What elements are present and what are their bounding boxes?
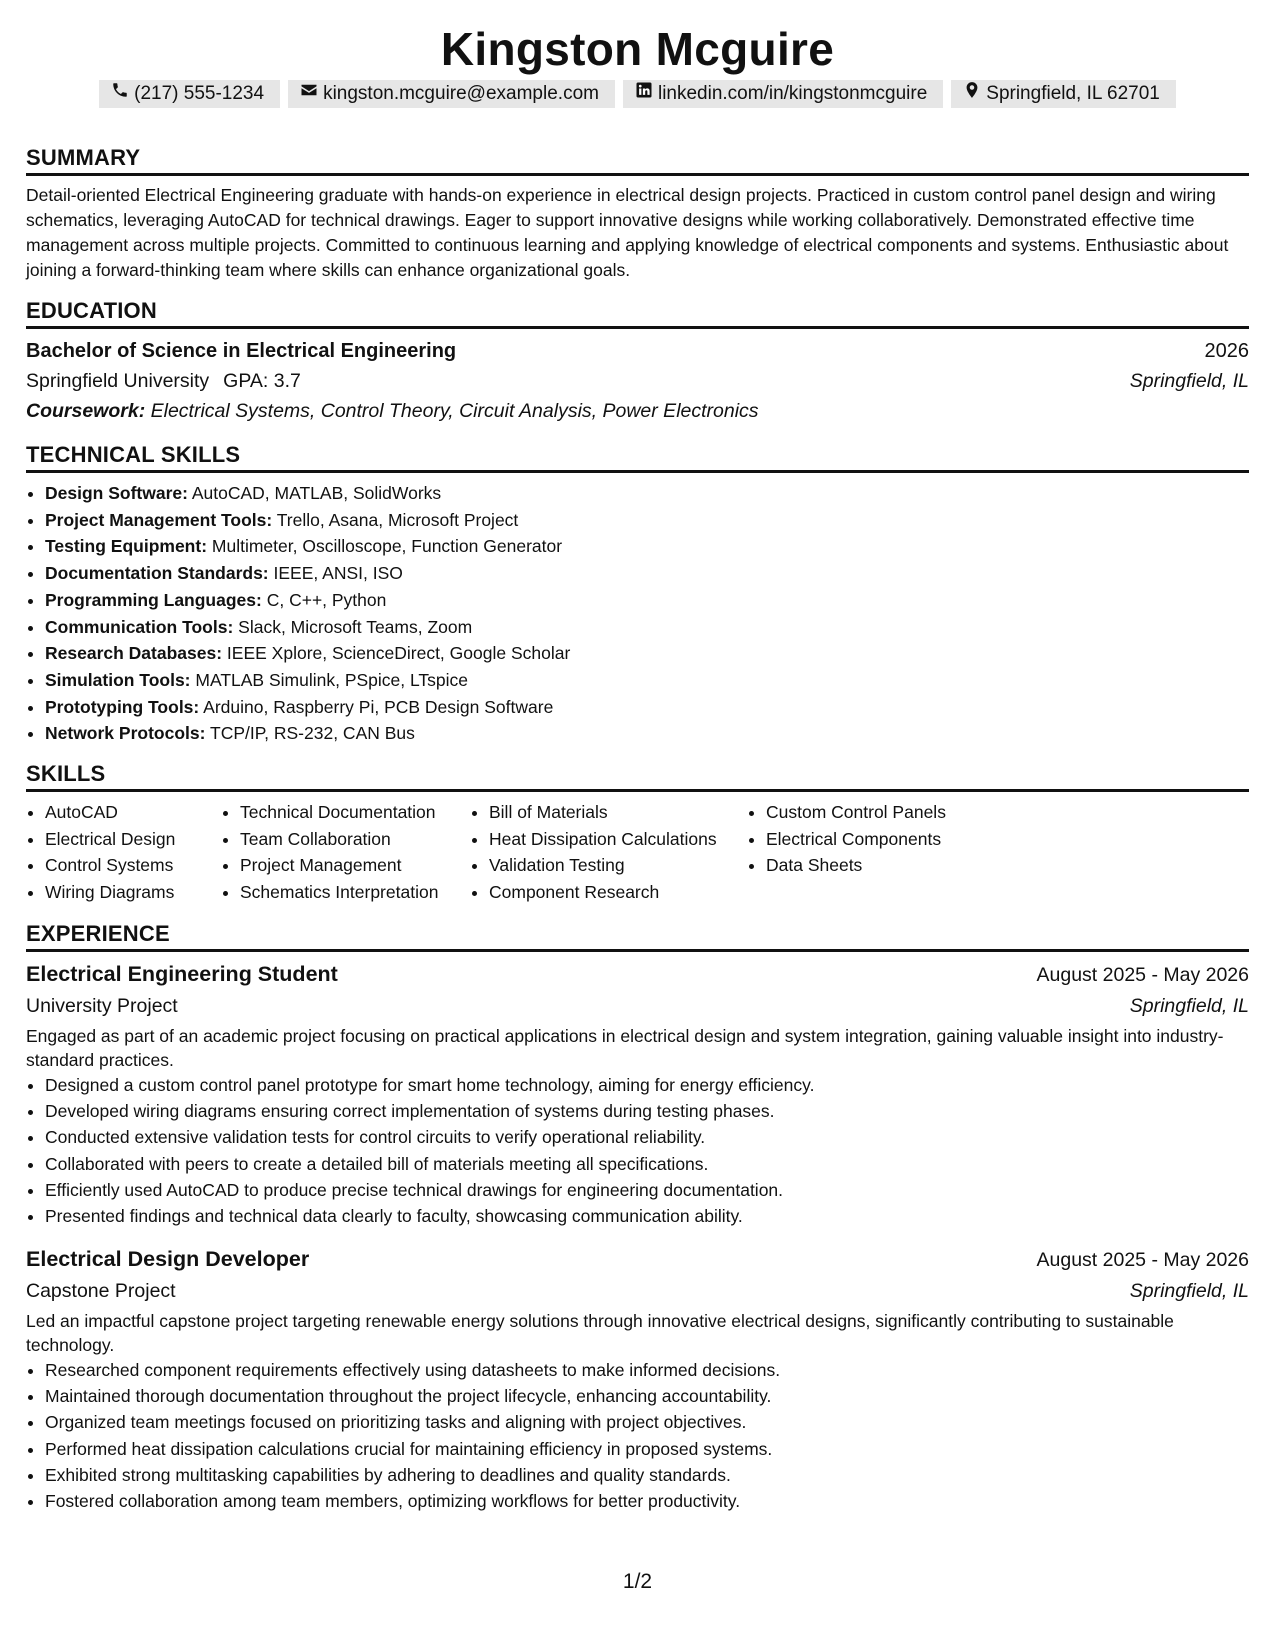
job-title-row xyxy=(26,959,1249,991)
school-info xyxy=(26,366,301,396)
list-item: • Maintained thorough documentation throughout the project lifecycle, enhancing accountability. xyxy=(45,1383,1249,1409)
skill-category-label: Prototyping Tools: xyxy=(45,696,200,717)
skills-grid xyxy=(26,799,1249,906)
list-item: • Validation Testing xyxy=(489,852,747,879)
job-organization: University Project xyxy=(26,994,178,1017)
list-item xyxy=(45,667,1249,694)
list-item: • AutoCAD xyxy=(45,799,221,826)
list-item: • Designed a custom control panel prototype for smart home technology, aiming for energy efficiency. xyxy=(45,1072,1249,1098)
job-title: Electrical Engineering Student xyxy=(26,961,338,986)
job-bullets xyxy=(26,1357,1249,1515)
list-item xyxy=(45,507,1249,534)
list-item: • Control Systems xyxy=(45,852,221,879)
contact-location xyxy=(951,80,1176,108)
job-dates: August 2025 - May 2026 xyxy=(1036,1248,1249,1271)
skill-category-label: Simulation Tools: xyxy=(45,669,191,690)
linkedin-text: linkedin.com/in/kingstonmcguire xyxy=(657,83,928,104)
list-item xyxy=(45,533,1249,560)
job-description: Engaged as part of an academic project focusing on practical applications in electrical design and system integration, gaining valuable insight into industry-standard practices. xyxy=(26,1025,1224,1070)
list-item: • Fostered collaboration among team members, optimizing workflows for better productivity. xyxy=(45,1488,1249,1514)
list-item: • Developed wiring diagrams ensuring correct implementation of systems during testing phases. xyxy=(45,1098,1249,1124)
coursework-label: Coursework: xyxy=(26,400,146,422)
skill-category-label: Communication Tools: xyxy=(45,616,234,637)
resume-page xyxy=(26,22,1249,1528)
list-item xyxy=(45,720,1249,747)
list-item xyxy=(45,694,1249,721)
list-item: • Efficiently used AutoCAD to produce precise technical drawings for engineering documentation. xyxy=(45,1177,1249,1203)
gpa: GPA: 3.7 xyxy=(223,370,301,392)
education-school-row xyxy=(26,366,1249,396)
coursework xyxy=(26,396,1249,427)
list-item: • Wiring Diagrams xyxy=(45,879,221,906)
graduation-year: 2026 xyxy=(1204,340,1249,362)
list-item: • Heat Dissipation Calculations xyxy=(489,826,747,853)
list-item: • Organized team meetings focused on prioritizing tasks and aligning with project objectives. xyxy=(45,1409,1249,1435)
skill-category-label: Network Protocols: xyxy=(45,723,206,744)
list-item: • Custom Control Panels xyxy=(766,799,946,826)
list-item xyxy=(45,480,1249,507)
skills-column xyxy=(221,799,470,906)
skill-category-label: Documentation Standards: xyxy=(45,563,269,584)
job-bullets xyxy=(26,1072,1249,1230)
technical-skills-list xyxy=(26,480,1249,747)
skill-category-value: IEEE, ANSI, ISO xyxy=(273,563,403,584)
skill-category-value: Arduino, Raspberry Pi, PCB Design Software xyxy=(203,696,554,717)
experience-heading: EXPERIENCE xyxy=(26,920,1249,952)
list-item: • Researched component requirements effectively using datasheets to make informed decisions. xyxy=(45,1357,1249,1383)
list-item: • Team Collaboration xyxy=(240,826,470,853)
job-location: Springfield, IL xyxy=(1129,1279,1249,1302)
envelope-icon xyxy=(300,80,318,108)
phone-icon xyxy=(111,80,129,108)
job-description: Led an impactful capstone project targeting renewable energy solutions through innovative electrical designs, significantly contributing to sustainable technology. xyxy=(26,1310,1174,1355)
contact-bar xyxy=(26,80,1249,108)
list-item xyxy=(45,640,1249,667)
list-item: • Project Management xyxy=(240,852,470,879)
school-name: Springfield University xyxy=(26,370,210,392)
skill-category-label: Design Software: xyxy=(45,483,188,503)
list-item xyxy=(45,560,1249,587)
list-item: • Bill of Materials xyxy=(489,799,747,826)
contact-linkedin[interactable] xyxy=(623,80,943,108)
location-text: Springfield, IL 62701 xyxy=(986,83,1160,104)
candidate-name: Kingston Mcguire xyxy=(440,23,835,75)
email-text: kingston.mcguire@example.com xyxy=(323,83,599,104)
list-item: • Electrical Design xyxy=(45,826,221,853)
school-location: Springfield, IL xyxy=(1129,370,1249,392)
map-pin-icon xyxy=(963,80,981,108)
list-item: • Electrical Components xyxy=(766,826,946,853)
coursework-list: Electrical Systems, Control Theory, Circuit Analysis, Power Electronics xyxy=(150,400,759,422)
education-degree-row xyxy=(26,336,1249,366)
skill-category-value: Multimeter, Oscilloscope, Function Generator xyxy=(211,536,563,557)
summary-heading: SUMMARY xyxy=(26,144,1249,176)
job-dates: August 2025 - May 2026 xyxy=(1036,963,1249,986)
page-number: 1/2 xyxy=(622,1570,653,1593)
skill-category-value: Slack, Microsoft Teams, Zoom xyxy=(238,616,473,637)
job-entry xyxy=(26,1244,1249,1515)
job-org-row xyxy=(26,1276,1249,1307)
technical-skills-heading: TECHNICAL SKILLS xyxy=(26,441,1249,473)
skill-category-label: Project Management Tools: xyxy=(45,509,273,530)
skill-category-label: Research Databases: xyxy=(45,643,223,664)
list-item xyxy=(45,614,1249,641)
skill-category-value: TCP/IP, RS-232, CAN Bus xyxy=(210,723,415,744)
skill-category-value: C, C++, Python xyxy=(266,589,387,610)
skills-column xyxy=(470,799,747,906)
list-item: • Schematics Interpretation xyxy=(240,879,470,906)
linkedin-icon xyxy=(635,80,653,108)
job-entry xyxy=(26,959,1249,1230)
contact-email[interactable] xyxy=(288,80,615,108)
skill-category-value: IEEE Xplore, ScienceDirect, Google Scholar xyxy=(226,643,571,664)
skill-category-value: Trello, Asana, Microsoft Project xyxy=(276,509,519,530)
skill-category-label: Testing Equipment: xyxy=(45,536,208,557)
list-item: • Conducted extensive validation tests for control circuits to verify operational reliability. xyxy=(45,1124,1249,1150)
skill-category-label: Programming Languages: xyxy=(45,589,262,610)
degree-name: Bachelor of Science in Electrical Engineering xyxy=(26,340,457,362)
list-item: • Component Research xyxy=(489,879,747,906)
job-title: Electrical Design Developer xyxy=(26,1246,310,1271)
skills-column xyxy=(26,799,221,906)
job-organization: Capstone Project xyxy=(26,1279,176,1302)
list-item: • Data Sheets xyxy=(766,852,946,879)
list-item xyxy=(45,587,1249,614)
skills-column xyxy=(747,799,946,906)
summary-text: Detail-oriented Electrical Engineering graduate with hands-on experience in electrical design projects. Practiced in custom control panel design and wiring schematics, leveraging AutoCAD for technical drawings. Eager to support innovative designs while working collaboratively. Demonstrated effective time management across multiple projects. Committed to continuous learning and applying knowledge of electrical components and systems. Enthusiastic about joining a forward-thinking team where skills can enhance organizational goals. xyxy=(26,185,1229,280)
list-item: • Collaborated with peers to create a detailed bill of materials meeting all specifications. xyxy=(45,1151,1249,1177)
list-item: • Technical Documentation xyxy=(240,799,470,826)
skill-category-value: MATLAB Simulink, PSpice, LTspice xyxy=(195,669,469,690)
job-org-row xyxy=(26,991,1249,1022)
list-item: • Presented findings and technical data clearly to faculty, showcasing communication ability. xyxy=(45,1203,1249,1229)
job-location: Springfield, IL xyxy=(1129,994,1249,1017)
list-item: • Exhibited strong multitasking capabilities by adhering to deadlines and quality standards. xyxy=(45,1462,1249,1488)
skills-heading: SKILLS xyxy=(26,760,1249,792)
education-heading: EDUCATION xyxy=(26,297,1249,329)
phone-text: (217) 555-1234 xyxy=(134,83,265,104)
list-item: • Performed heat dissipation calculations crucial for maintaining efficiency in proposed systems. xyxy=(45,1436,1249,1462)
skill-category-value: AutoCAD, MATLAB, SolidWorks xyxy=(191,483,442,503)
contact-phone xyxy=(99,80,280,108)
job-title-row xyxy=(26,1244,1249,1276)
